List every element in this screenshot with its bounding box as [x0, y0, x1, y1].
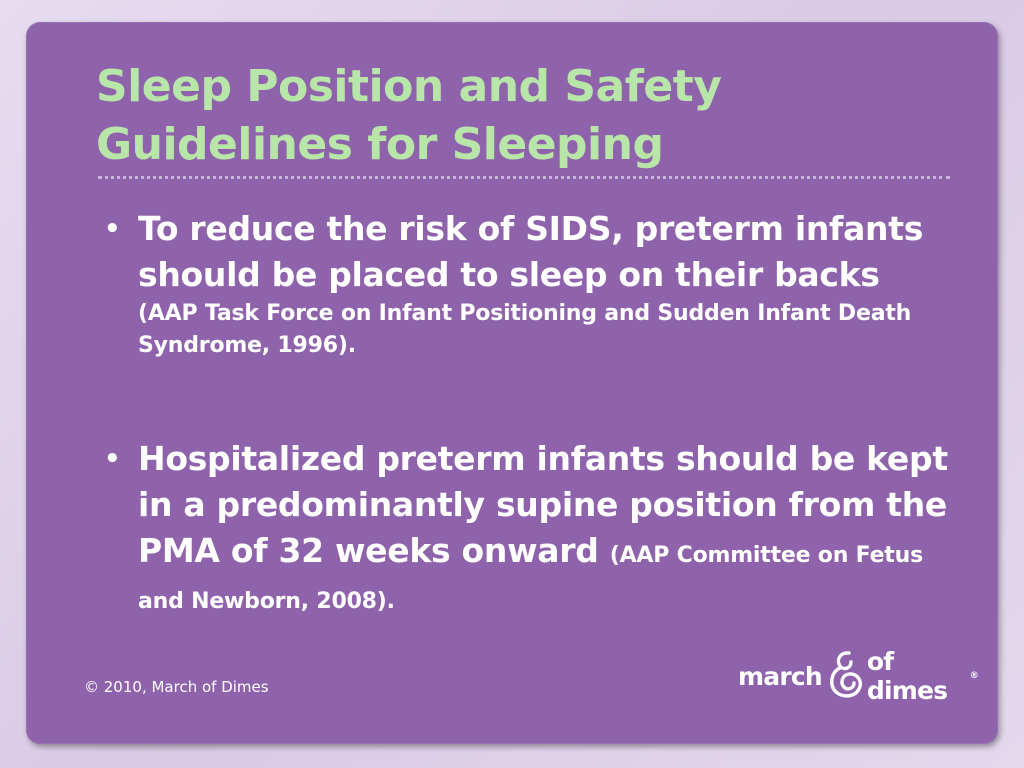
copyright-notice: © 2010, March of Dimes: [84, 678, 269, 696]
slide-title-line-1: Sleep Position and Safety: [96, 61, 722, 112]
title-divider: [98, 176, 950, 179]
bullet-item: [104, 436, 950, 620]
slide-title: [96, 58, 956, 174]
bullet-item: [104, 206, 950, 362]
bullet-marker: •: [104, 214, 121, 244]
slide-title-line-2: Guidelines for Sleeping: [96, 119, 664, 170]
bullet-text: To reduce the risk of SIDS, preterm infants should be placed to sleep on their backs: [138, 209, 924, 294]
bullet-marker: •: [104, 444, 121, 474]
slide-panel: [26, 22, 998, 744]
logo-word-march: march: [738, 661, 822, 691]
bullet-citation: (AAP Committee on Fetus and Newborn, 2008).: [138, 543, 923, 614]
bullet-text: Hospitalized preterm infants should be kept in a predominantly supine position from the PMA of 32 weeks onward: [138, 439, 948, 570]
mother-and-child-icon: [825, 645, 865, 707]
bullet-citation: (AAP Task Force on Infant Positioning and Sudden Infant Death Syndrome, 1996).: [138, 301, 912, 358]
registered-mark: ®: [969, 671, 978, 681]
march-of-dimes-logo: [738, 646, 978, 706]
logo-word-of-dimes: of dimes: [866, 647, 948, 705]
